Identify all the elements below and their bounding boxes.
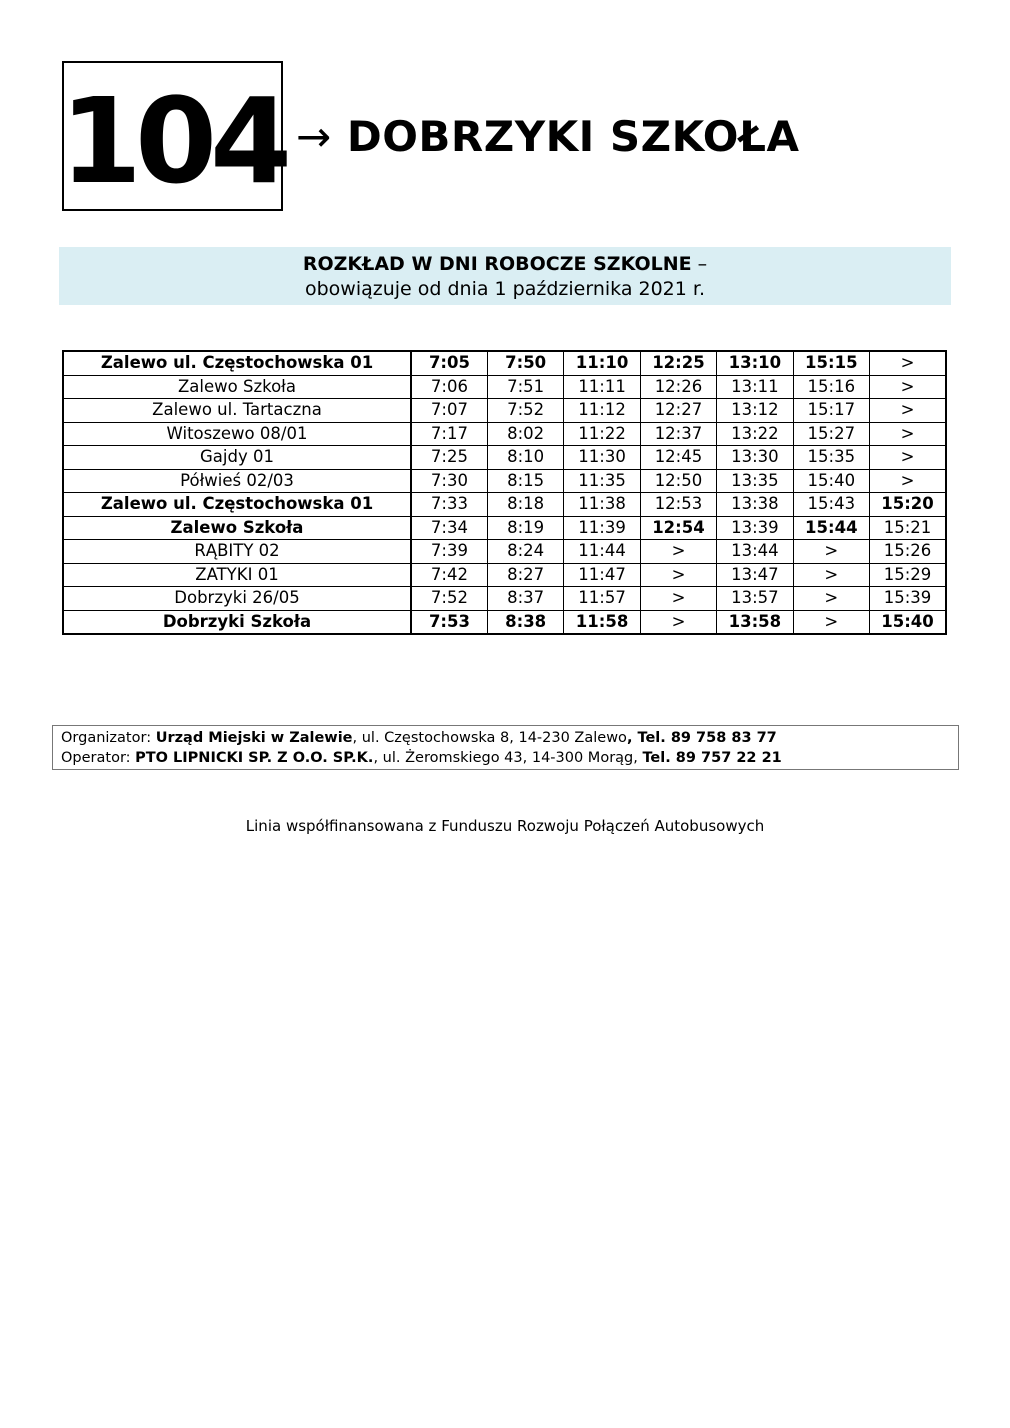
- departure-time: 7:06: [411, 375, 487, 399]
- departure-time: 15:39: [870, 587, 946, 611]
- footer-info-box: [52, 725, 959, 770]
- departure-time: 11:10: [564, 351, 640, 375]
- departure-time: 8:10: [487, 446, 563, 470]
- departure-time: 12:27: [640, 399, 716, 423]
- table-row: [63, 540, 946, 564]
- organizer-name: Urząd Miejski w Zalewie: [155, 730, 353, 746]
- departure-time: >: [793, 563, 869, 587]
- departure-time: 11:57: [564, 587, 640, 611]
- operator-line: [61, 748, 950, 768]
- departure-time: 11:47: [564, 563, 640, 587]
- departure-time: 13:22: [717, 422, 793, 446]
- departure-time: 11:38: [564, 493, 640, 517]
- departure-time: >: [793, 610, 869, 634]
- departure-time: 11:30: [564, 446, 640, 470]
- departure-time: 15:43: [793, 493, 869, 517]
- schedule-title: ROZKŁAD W DNI ROBOCZE SZKOLNE: [302, 253, 692, 275]
- arrow-right-icon: →: [296, 112, 332, 161]
- timetable: [62, 350, 947, 635]
- departure-time: 11:44: [564, 540, 640, 564]
- departure-time: 7:42: [411, 563, 487, 587]
- organizer-line: [61, 728, 950, 748]
- organizer-phone: , Tel. 89 758 83 77: [626, 730, 777, 746]
- departure-time: 7:17: [411, 422, 487, 446]
- departure-time: 7:33: [411, 493, 487, 517]
- operator-label: Operator:: [61, 750, 136, 766]
- departure-time: 13:57: [717, 587, 793, 611]
- departure-time: >: [640, 610, 716, 634]
- departure-time: 7:53: [411, 610, 487, 634]
- departure-time: 12:53: [640, 493, 716, 517]
- table-row: [63, 493, 946, 517]
- departure-time: 12:26: [640, 375, 716, 399]
- schedule-banner: [59, 247, 951, 305]
- stop-name: Dobrzyki Szkoła: [63, 610, 411, 634]
- stop-name: Dobrzyki 26/05: [63, 587, 411, 611]
- departure-time: 8:18: [487, 493, 563, 517]
- departure-time: 12:45: [640, 446, 716, 470]
- departure-time: >: [640, 540, 716, 564]
- departure-time: 13:44: [717, 540, 793, 564]
- departure-time: 13:35: [717, 469, 793, 493]
- schedule-title-line: [59, 252, 951, 276]
- operator-address: , ul. Żeromskiego 43, 14-300 Morąg,: [373, 750, 643, 766]
- departure-time: 7:30: [411, 469, 487, 493]
- stop-name: Półwieś 02/03: [63, 469, 411, 493]
- departure-time: 13:39: [717, 516, 793, 540]
- departure-time: 13:30: [717, 446, 793, 470]
- departure-time: >: [870, 446, 946, 470]
- departure-time: 15:27: [793, 422, 869, 446]
- organizer-label: Organizator:: [61, 730, 156, 746]
- departure-time: 15:40: [870, 610, 946, 634]
- departure-time: 7:39: [411, 540, 487, 564]
- departure-time: 8:19: [487, 516, 563, 540]
- departure-time: 12:25: [640, 351, 716, 375]
- departure-time: 11:22: [564, 422, 640, 446]
- table-row: [63, 351, 946, 375]
- schedule-title-dash: –: [691, 253, 708, 275]
- departure-time: 8:02: [487, 422, 563, 446]
- departure-time: >: [870, 399, 946, 423]
- stop-name: Zalewo ul. Tartaczna: [63, 399, 411, 423]
- departure-time: >: [793, 540, 869, 564]
- departure-time: 13:10: [717, 351, 793, 375]
- table-row: [63, 446, 946, 470]
- operator-name: PTO LIPNICKI SP. Z O.O. SP.K.: [135, 750, 374, 766]
- table-row: [63, 516, 946, 540]
- departure-time: 12:54: [640, 516, 716, 540]
- stop-name: Witoszewo 08/01: [63, 422, 411, 446]
- departure-time: 7:07: [411, 399, 487, 423]
- departure-time: 7:25: [411, 446, 487, 470]
- table-row: [63, 375, 946, 399]
- departure-time: >: [793, 587, 869, 611]
- departure-time: 12:50: [640, 469, 716, 493]
- stop-name: Zalewo Szkoła: [63, 375, 411, 399]
- table-row: [63, 563, 946, 587]
- table-row: [63, 610, 946, 634]
- departure-time: 8:37: [487, 587, 563, 611]
- departure-time: 15:26: [870, 540, 946, 564]
- departure-time: 15:16: [793, 375, 869, 399]
- stop-name: RĄBITY 02: [63, 540, 411, 564]
- departure-time: 13:58: [717, 610, 793, 634]
- stop-name: ZATYKI 01: [63, 563, 411, 587]
- departure-time: 8:24: [487, 540, 563, 564]
- departure-time: 12:37: [640, 422, 716, 446]
- departure-time: 13:38: [717, 493, 793, 517]
- cofinancing-note: Linia współfinansowana z Funduszu Rozwoju Połączeń Autobusowych: [245, 817, 765, 835]
- departure-time: 15:21: [870, 516, 946, 540]
- destination-name: DOBRZYKI SZKOŁA: [346, 112, 800, 161]
- table-row: [63, 399, 946, 423]
- departure-time: 7:52: [411, 587, 487, 611]
- departure-time: >: [640, 587, 716, 611]
- departure-time: 13:12: [717, 399, 793, 423]
- departure-time: 7:52: [487, 399, 563, 423]
- departure-time: 13:11: [717, 375, 793, 399]
- organizer-address: , ul. Częstochowska 8, 14-230 Zalewo: [352, 730, 627, 746]
- departure-time: 7:05: [411, 351, 487, 375]
- route-number-box: [59, 61, 286, 211]
- departure-time: 8:27: [487, 563, 563, 587]
- schedule-validity: obowiązuje od dnia 1 października 2021 r.: [304, 278, 706, 300]
- departure-time: 7:34: [411, 516, 487, 540]
- departure-time: >: [640, 563, 716, 587]
- departure-time: 15:40: [793, 469, 869, 493]
- table-row: [63, 469, 946, 493]
- departure-time: 11:11: [564, 375, 640, 399]
- departure-time: 15:20: [870, 493, 946, 517]
- departure-time: >: [870, 422, 946, 446]
- stop-name: Zalewo Szkoła: [63, 516, 411, 540]
- departure-time: 11:39: [564, 516, 640, 540]
- table-row: [63, 422, 946, 446]
- departure-time: 13:47: [717, 563, 793, 587]
- route-number: 104: [59, 72, 286, 210]
- departure-time: 7:51: [487, 375, 563, 399]
- departure-time: 11:58: [564, 610, 640, 634]
- stop-name: Zalewo ul. Częstochowska 01: [63, 493, 411, 517]
- departure-time: 8:38: [487, 610, 563, 634]
- departure-time: 15:35: [793, 446, 869, 470]
- departure-time: 8:15: [487, 469, 563, 493]
- departure-time: 11:35: [564, 469, 640, 493]
- departure-time: 15:29: [870, 563, 946, 587]
- departure-time: 15:17: [793, 399, 869, 423]
- stop-name: Gajdy 01: [63, 446, 411, 470]
- departure-time: >: [870, 351, 946, 375]
- operator-phone: Tel. 89 757 22 21: [642, 750, 782, 766]
- departure-time: 15:44: [793, 516, 869, 540]
- departure-time: >: [870, 375, 946, 399]
- table-row: [63, 587, 946, 611]
- departure-time: 11:12: [564, 399, 640, 423]
- stop-name: Zalewo ul. Częstochowska 01: [63, 351, 411, 375]
- departure-time: 7:50: [487, 351, 563, 375]
- departure-time: 15:15: [793, 351, 869, 375]
- route-destination-heading: [296, 112, 799, 161]
- departure-time: >: [870, 469, 946, 493]
